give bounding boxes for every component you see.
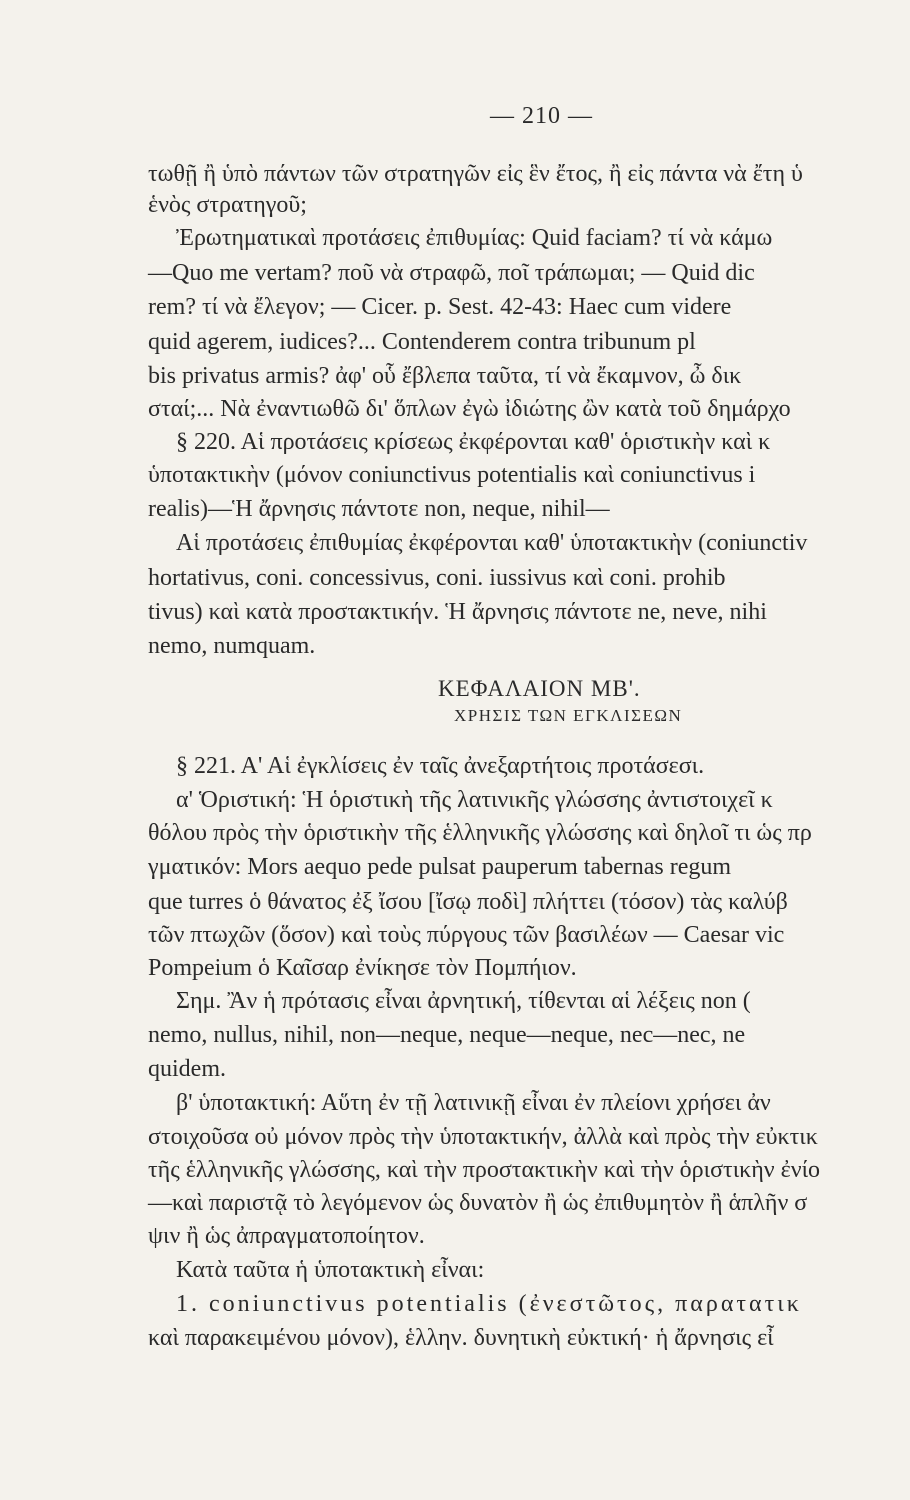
text-line: ὑποτακτικὴν (μόνον coniunctivus potentialis καὶ coniunctivus i bbox=[148, 462, 756, 488]
text-line: Κατὰ ταῦτα ἡ ὑποτακτικὴ εἶναι: bbox=[176, 1257, 485, 1283]
text-line: τῶν πτωχῶν (ὅσον) καὶ τοὺς πύργους τῶν βασιλέων — Caesar vic bbox=[148, 922, 785, 948]
text-line: tivus) καὶ κατὰ προστακτικήν. Ἡ ἄρνησις πάντοτε ne, neve, nihi bbox=[148, 599, 767, 625]
text-line: γματικόν: Mors aequo pede pulsat pauperum tabernas regum bbox=[148, 854, 732, 880]
text-line: —Quo me vertam? ποῦ νὰ στραφῶ, ποῖ τράπωμαι; — Quid dic bbox=[148, 260, 755, 286]
text-line: quid agerem, iudices?... Contenderem contra tribunum pl bbox=[148, 329, 696, 355]
chapter-heading: ΚΕΦΑΛΑΙΟΝ ΜΒ'. bbox=[438, 676, 641, 701]
text-line: καὶ παρακειμένου μόνον), ἑλλην. δυνητικὴ εὐκτική· ἡ ἄρνησις εἶ bbox=[148, 1325, 774, 1351]
text-line: Αἱ προτάσεις ἐπιθυμίας ἐκφέρονται καθ' ὑποτακτικὴν (coniunctiv bbox=[176, 530, 808, 556]
text-line: —καὶ παριστᾷ τὸ λεγόμενον ὡς δυνατὸν ἢ ὡς ἐπιθυμητὸν ἢ ἁπλῆν σ bbox=[148, 1190, 808, 1216]
text-line: nemo, nullus, nihil, non—neque, neque—neque, nec—nec, ne bbox=[148, 1022, 746, 1048]
text-line: 1. coniunctivus potentialis (ἐνεστῶτος, παρατατικ bbox=[176, 1291, 802, 1317]
text-line: bis privatus armis? ἀφ' οὗ ἔβλεπα ταῦτα, τί νὰ ἔκαμνον, ὦ δικ bbox=[148, 363, 742, 389]
text-line: que turres ὁ θάνατος ἐξ ἴσου [ἴσῳ ποδὶ] πλήττει (τόσον) τὰς καλύβ bbox=[148, 889, 788, 915]
chapter-title: ΧΡΗΣΙΣ ΤΩΝ ΕΓΚΛΙΣΕΩΝ bbox=[454, 706, 683, 725]
text-line: τῆς ἑλληνικῆς γλώσσης, καὶ τὴν προστακτικὴν καὶ τὴν ὁριστικὴν ἐνίο bbox=[148, 1157, 821, 1183]
text-line: hortativus, coni. concessivus, coni. iussivus καὶ coni. prohib bbox=[148, 565, 726, 591]
text-line: ψιν ἢ ὡς ἀπραγματοποίητον. bbox=[148, 1223, 425, 1249]
section-220-line: § 220. Αἱ προτάσεις κρίσεως ἐκφέρονται καθ' ὁριστικὴν καὶ κ bbox=[176, 429, 771, 455]
text-line: στοιχοῦσα οὐ μόνον πρὸς τὴν ὑποτακτικήν, ἀλλὰ καὶ πρὸς τὴν εὐκτικ bbox=[148, 1124, 818, 1150]
text-line: realis)—Ἡ ἄρνησις πάντοτε non, neque, nihil— bbox=[148, 496, 610, 522]
page-number: — 210 — bbox=[490, 103, 593, 129]
text-line: quidem. bbox=[148, 1056, 226, 1082]
note-line: Σημ. Ἂν ἡ πρότασις εἶναι ἀρνητική, τίθενται αἱ λέξεις non ( bbox=[176, 988, 751, 1014]
text-line: nemo, numquam. bbox=[148, 633, 316, 659]
text-line: rem? τί νὰ ἔλεγον; — Cicer. p. Sest. 42-43: Haec cum videre bbox=[148, 294, 732, 320]
text-line: σταί;... Νὰ ἐναντιωθῶ δι' ὅπλων ἐγὼ ἰδιώτης ὢν κατὰ τοῦ δημάρχο bbox=[148, 396, 791, 422]
text-line: τωθῇ ἢ ὑπὸ πάντων τῶν στρατηγῶν εἰς ἓν ἔτος, ἢ εἰς πάντα νὰ ἔτη ὑ bbox=[148, 161, 803, 187]
section-221-line: § 221. Α' Αἱ ἐγκλίσεις ἐν ταῖς ἀνεξαρτήτοις προτάσεσι. bbox=[176, 753, 705, 779]
text-line: β' ὑποτακτική: Αὕτη ἐν τῇ λατινικῇ εἶναι ἐν πλείονι χρήσει ἀν bbox=[176, 1090, 771, 1116]
text-line: θόλου πρὸς τὴν ὁριστικὴν τῆς ἑλληνικῆς γλώσσης καὶ δηλοῖ τι ὡς πρ bbox=[148, 820, 812, 846]
text-line: Ἐρωτηματικαὶ προτάσεις ἐπιθυμίας: Quid faciam? τί νὰ κάμω bbox=[176, 225, 773, 251]
text-line: α' Ὁριστική: Ἡ ὁριστικὴ τῆς λατινικῆς γλώσσης ἀντιστοιχεῖ κ bbox=[176, 787, 773, 813]
text-line: ἑνὸς στρατηγοῦ; bbox=[148, 192, 307, 218]
text-line: Pompeium ὁ Καῖσαρ ἐνίκησε τὸν Πομπήιον. bbox=[148, 955, 577, 981]
